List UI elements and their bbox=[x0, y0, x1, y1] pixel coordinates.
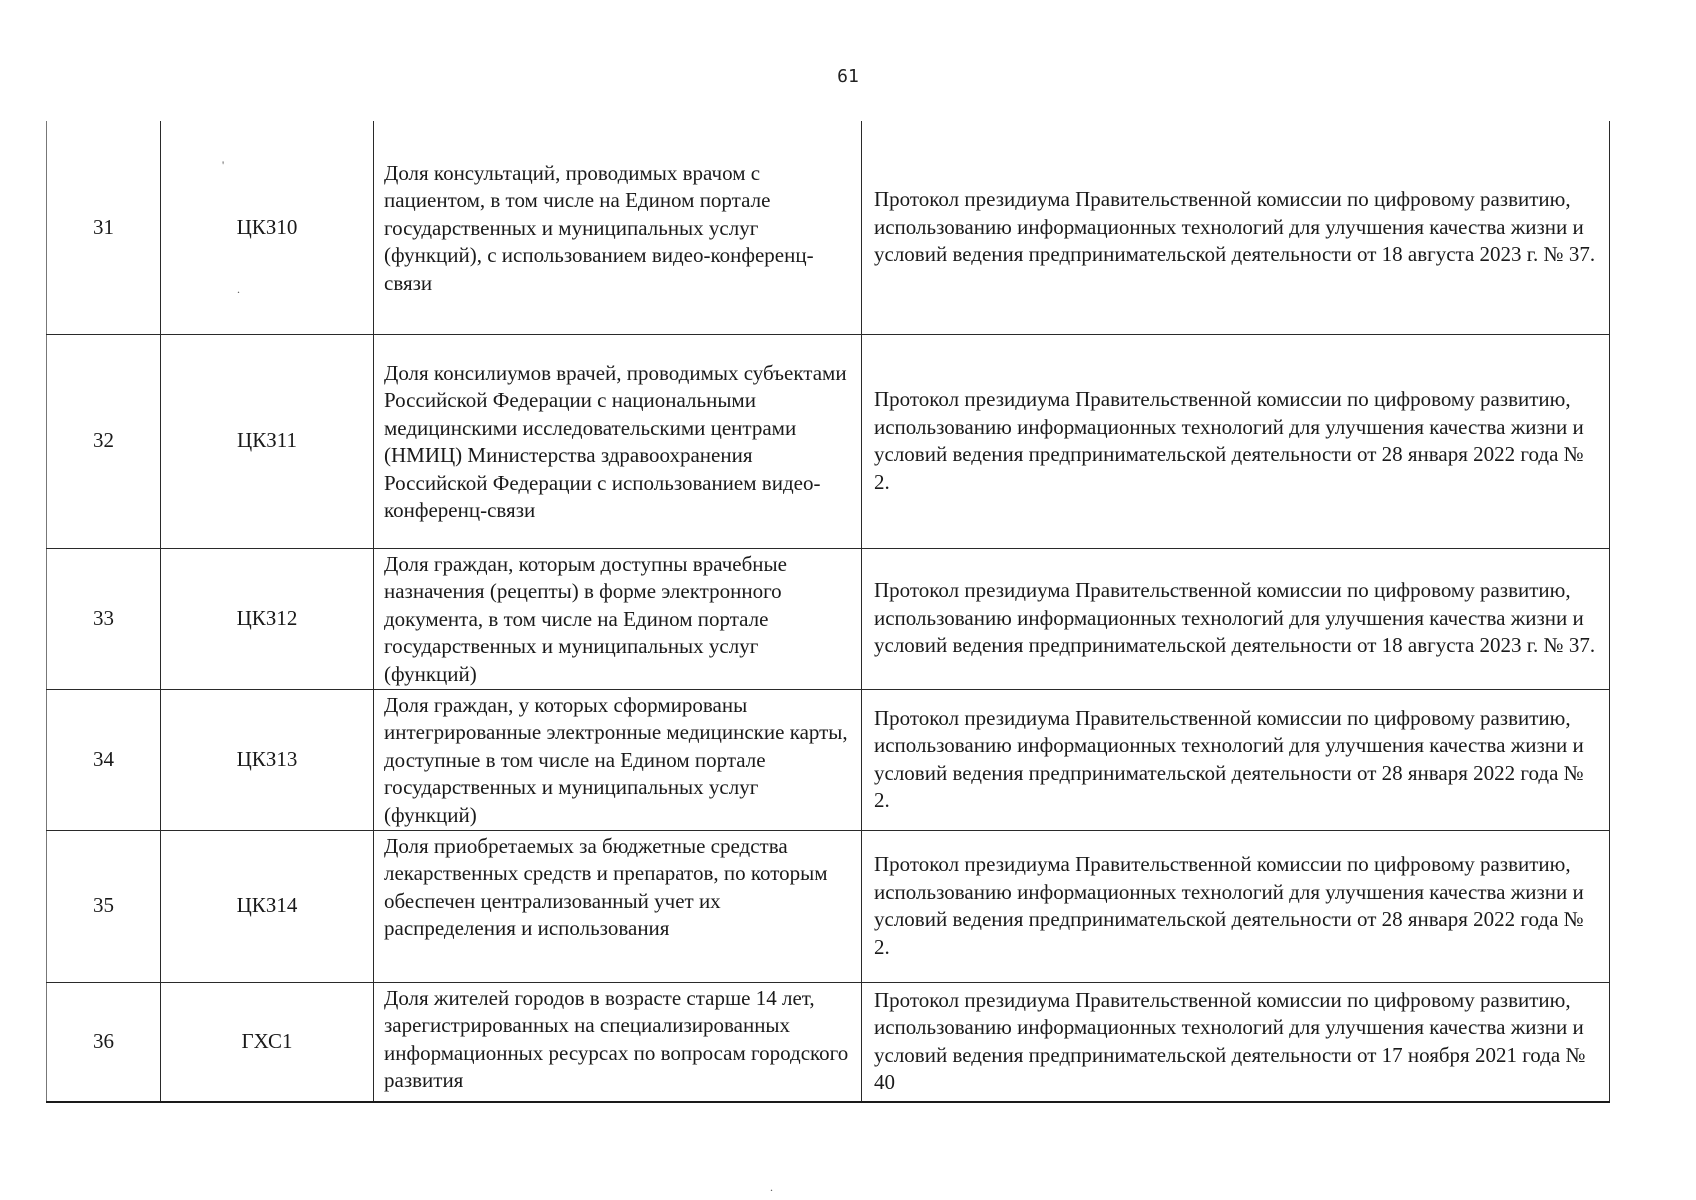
indicator-name: Доля консилиумов врачей, проводимых субъектами Российской Федерации с национальными медицинскими исследовательскими центрами (НМИЦ) Министерства здравоохранения Российской Федерации с использованием видео-конференц-связи bbox=[374, 334, 862, 548]
row-number: 32 bbox=[47, 334, 161, 548]
indicator-name: Доля жителей городов в возрасте старше 14 лет, зарегистрированных на специализированных информационных ресурсах по вопросам городского развития bbox=[374, 982, 862, 1102]
indicator-name: Доля консультаций, проводимых врачом с пациентом, в том числе на Едином портале государственных и муниципальных услуг (функций), с использованием видео-конференц-связи bbox=[374, 121, 862, 334]
indicator-source: Протокол президиума Правительственной комиссии по цифровому развитию, использованию информационных технологий для улучшения качества жизни и условий ведения предпринимательской деятельности от 17 ноября 2021 года № 40 bbox=[862, 982, 1610, 1102]
indicator-code: ЦКЗ10 bbox=[161, 121, 374, 334]
indicator-source: Протокол президиума Правительственной комиссии по цифровому развитию, использованию информационных технологий для улучшения качества жизни и условий ведения предпринимательской деятельности от 18 августа 2023 г. № 37. bbox=[862, 121, 1610, 334]
indicator-code: ЦКЗ12 bbox=[161, 548, 374, 689]
indicator-source: Протокол президиума Правительственной комиссии по цифровому развитию, использованию информационных технологий для улучшения качества жизни и условий ведения предпринимательской деятельности от 28 января 2022 года № 2. bbox=[862, 830, 1610, 982]
indicator-source: Протокол президиума Правительственной комиссии по цифровому развитию, использованию информационных технологий для улучшения качества жизни и условий ведения предпринимательской деятельности от 18 августа 2023 г. № 37. bbox=[862, 548, 1610, 689]
indicator-name: Доля граждан, у которых сформированы интегрированные электронные медицинские карты, доступные в том числе на Едином портале государственных и муниципальных услуг (функций) bbox=[374, 689, 862, 830]
row-number: 34 bbox=[47, 689, 161, 830]
scan-speck: ' bbox=[222, 158, 225, 172]
indicator-code: ЦКЗ11 bbox=[161, 334, 374, 548]
table-row bbox=[47, 334, 1610, 548]
table-row bbox=[47, 689, 1610, 830]
indicator-code: ЦКЗ13 bbox=[161, 689, 374, 830]
table-row bbox=[47, 982, 1610, 1102]
row-number: 33 bbox=[47, 548, 161, 689]
indicators-table bbox=[46, 121, 1610, 1103]
row-number: 31 bbox=[47, 121, 161, 334]
indicator-source: Протокол президиума Правительственной комиссии по цифровому развитию, использованию информационных технологий для улучшения качества жизни и условий ведения предпринимательской деятельности от 28 января 2022 года № 2. bbox=[862, 689, 1610, 830]
indicator-source: Протокол президиума Правительственной комиссии по цифровому развитию, использованию информационных технологий для улучшения качества жизни и условий ведения предпринимательской деятельности от 28 января 2022 года № 2. bbox=[862, 334, 1610, 548]
table-row bbox=[47, 121, 1610, 334]
page-number: 61 bbox=[837, 66, 859, 87]
indicator-name: Доля приобретаемых за бюджетные средства лекарственных средств и препаратов, по которым обеспечен централизованный учет их распределения и использования bbox=[374, 830, 862, 982]
scan-speck: . bbox=[237, 282, 240, 296]
table-row bbox=[47, 830, 1610, 982]
scan-speck: . bbox=[770, 1180, 773, 1194]
indicator-code: ГХС1 bbox=[161, 982, 374, 1102]
indicator-code: ЦКЗ14 bbox=[161, 830, 374, 982]
row-number: 36 bbox=[47, 982, 161, 1102]
indicator-name: Доля граждан, которым доступны врачебные назначения (рецепты) в форме электронного документа, в том числе на Едином портале государственных и муниципальных услуг (функций) bbox=[374, 548, 862, 689]
table-row bbox=[47, 548, 1610, 689]
row-number: 35 bbox=[47, 830, 161, 982]
